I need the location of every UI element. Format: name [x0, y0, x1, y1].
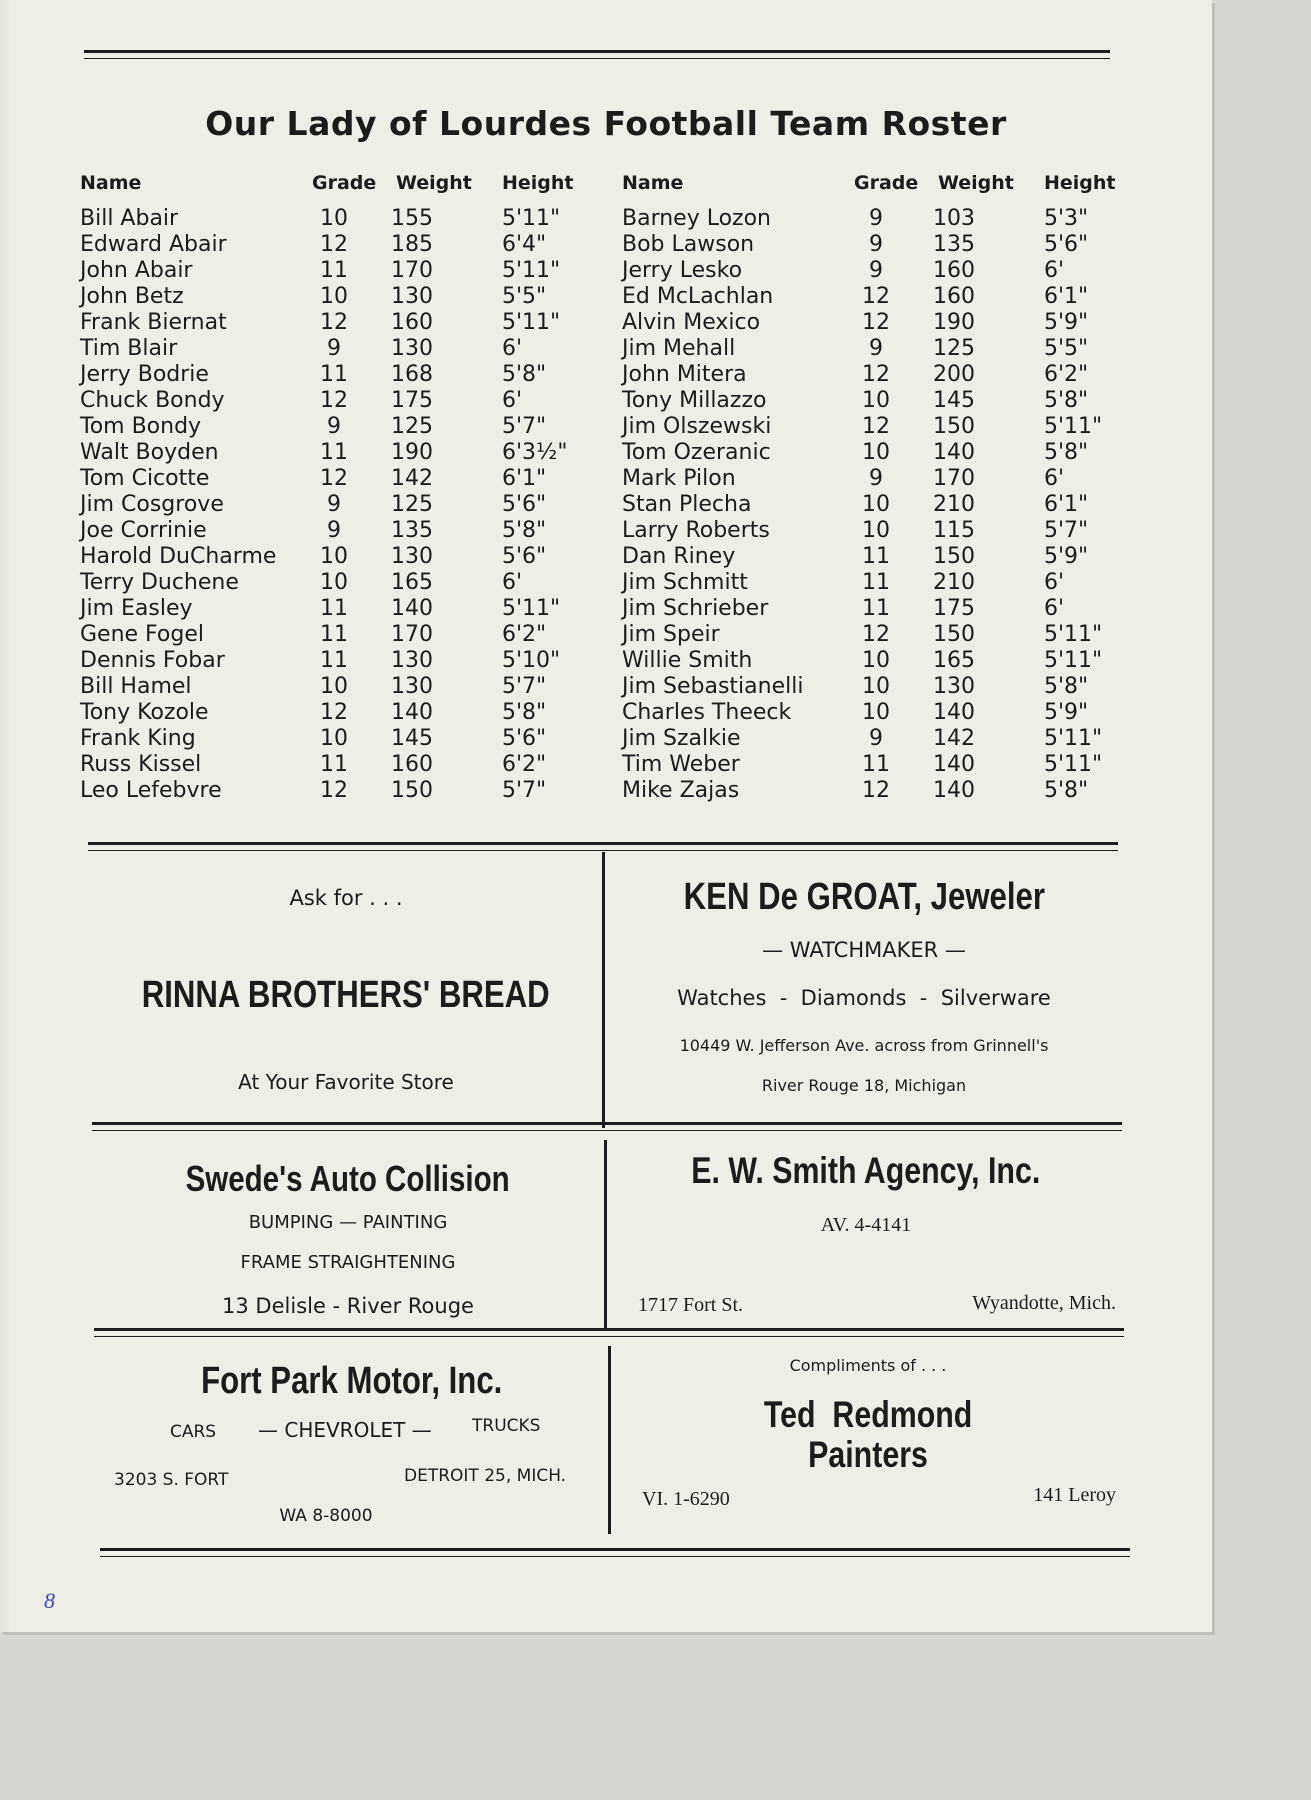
- player-grade: 11: [862, 596, 890, 621]
- ads-divider-3: [608, 1346, 611, 1534]
- player-grade: 11: [320, 258, 348, 283]
- player-grade: 9: [327, 492, 341, 517]
- player-grade: 12: [320, 700, 348, 725]
- ad-ted-redmond-painters: [612, 1346, 1124, 1542]
- player-grade: 12: [862, 778, 890, 803]
- player-name: Leo Lefebvre: [80, 778, 222, 803]
- player-name: Willie Smith: [622, 648, 753, 673]
- player-name: Tim Blair: [80, 336, 178, 361]
- player-height: 6'4": [502, 232, 547, 257]
- player-height: 5'11": [1044, 622, 1103, 647]
- player-height: 5'8": [1044, 388, 1089, 413]
- degroat-address: 10449 W. Jefferson Ave. across from Grinnell's: [679, 1036, 1049, 1055]
- fortpark-name-wrap: [96, 1360, 608, 1403]
- player-weight: 135: [933, 232, 975, 257]
- player-height: 5'3": [1044, 206, 1089, 231]
- player-name: John Mitera: [622, 362, 747, 387]
- player-weight: 130: [391, 544, 433, 569]
- player-weight: 170: [391, 258, 433, 283]
- player-grade: 10: [862, 648, 890, 673]
- player-height: 5'11": [1044, 752, 1103, 777]
- degroat-city: River Rouge 18, Michigan: [761, 1076, 967, 1095]
- player-grade: 11: [320, 752, 348, 777]
- player-name: Dennis Fobar: [80, 648, 225, 673]
- player-height: 5'6": [1044, 232, 1089, 257]
- ads-rule-3: [94, 1328, 1124, 1337]
- player-weight: 150: [933, 544, 975, 569]
- player-grade: 10: [320, 206, 348, 231]
- player-height: 6'3½": [502, 440, 568, 465]
- player-weight: 140: [391, 700, 433, 725]
- player-height: 6'1": [502, 466, 547, 491]
- smith-address: 1717 Fort St.: [638, 1294, 744, 1316]
- degroat-items: Watches - Diamonds - Silverware: [677, 986, 1051, 1010]
- redmond-name1-wrap: [612, 1394, 1124, 1436]
- player-weight: 145: [391, 726, 433, 751]
- player-grade: 12: [320, 388, 348, 413]
- player-name: Jim Sebastianelli: [622, 674, 804, 699]
- player-height: 5'8": [1044, 440, 1089, 465]
- redmond-name2-wrap: [612, 1434, 1124, 1476]
- header-grade: Grade: [312, 172, 377, 194]
- player-name: John Betz: [80, 284, 184, 309]
- player-grade: 12: [320, 778, 348, 803]
- player-height: 5'11": [502, 258, 561, 283]
- player-name: Jim Cosgrove: [80, 492, 224, 517]
- bottom-rule: [100, 1548, 1130, 1557]
- player-grade: 12: [862, 414, 890, 439]
- player-name: Jim Schrieber: [622, 596, 769, 621]
- player-grade: 10: [320, 284, 348, 309]
- player-grade: 10: [320, 726, 348, 751]
- player-name: Jim Easley: [80, 596, 193, 621]
- fortpark-trucks: TRUCKS: [472, 1416, 541, 1436]
- header-grade: Grade: [854, 172, 919, 194]
- player-name: Jerry Bodrie: [80, 362, 209, 387]
- player-height: 6'1": [1044, 284, 1089, 309]
- player-name: Jim Szalkie: [622, 726, 741, 751]
- player-weight: 130: [391, 648, 433, 673]
- player-weight: 160: [933, 284, 975, 309]
- player-name: Tom Cicotte: [80, 466, 210, 491]
- player-name: Frank King: [80, 726, 196, 751]
- player-height: 5'7": [1044, 518, 1089, 543]
- smith-phone: AV. 4-4141: [820, 1214, 912, 1236]
- player-height: 5'8": [502, 700, 547, 725]
- player-grade: 9: [869, 726, 883, 751]
- player-grade: 10: [320, 674, 348, 699]
- swede-line1: BUMPING — PAINTING: [248, 1212, 448, 1233]
- ad-fort-park-motor: [96, 1346, 608, 1542]
- player-name: Mike Zajas: [622, 778, 740, 803]
- redmond-name-line1: Ted Redmond: [763, 1394, 973, 1435]
- top-rule: [84, 50, 1110, 59]
- player-grade: 11: [320, 440, 348, 465]
- page-edge: [0, 0, 12, 1632]
- smith-city: Wyandotte, Mich.: [972, 1292, 1116, 1314]
- player-height: 5'7": [502, 414, 547, 439]
- player-height: 5'8": [502, 362, 547, 387]
- player-grade: 10: [862, 440, 890, 465]
- player-weight: 165: [933, 648, 975, 673]
- player-height: 5'6": [502, 544, 547, 569]
- player-weight: 140: [933, 700, 975, 725]
- player-grade: 9: [869, 232, 883, 257]
- fortpark-address: 3203 S. FORT: [114, 1470, 229, 1490]
- header-name: Name: [80, 172, 142, 194]
- header-name: Name: [622, 172, 684, 194]
- player-grade: 11: [320, 648, 348, 673]
- swede-line2: FRAME STRAIGHTENING: [240, 1252, 456, 1273]
- degroat-name-wrap: [606, 876, 1122, 919]
- player-grade: 10: [862, 388, 890, 413]
- player-height: 6': [1044, 570, 1065, 595]
- player-height: 6'2": [502, 622, 547, 647]
- smith-name: E. W. Smith Agency, Inc.: [691, 1150, 1041, 1191]
- fortpark-name: Fort Park Motor, Inc.: [201, 1360, 503, 1402]
- player-weight: 125: [391, 414, 433, 439]
- player-weight: 142: [391, 466, 433, 491]
- player-name: Tom Bondy: [80, 414, 202, 439]
- player-grade: 11: [320, 622, 348, 647]
- player-height: 6': [502, 336, 523, 361]
- player-grade: 12: [862, 622, 890, 647]
- player-grade: 9: [327, 518, 341, 543]
- redmond-address: 141 Leroy: [1033, 1484, 1116, 1506]
- degroat-name: KEN De GROAT, Jeweler: [683, 876, 1045, 918]
- player-name: Edward Abair: [80, 232, 227, 257]
- fortpark-phone: WA 8-8000: [279, 1506, 373, 1526]
- player-grade: 11: [862, 570, 890, 595]
- player-height: 5'5": [1044, 336, 1089, 361]
- redmond-intro: Compliments of . . .: [789, 1356, 947, 1375]
- player-height: 5'6": [502, 492, 547, 517]
- player-weight: 185: [391, 232, 433, 257]
- player-height: 6': [502, 388, 523, 413]
- player-height: 6': [1044, 596, 1065, 621]
- player-weight: 155: [391, 206, 433, 231]
- player-name: Stan Plecha: [622, 492, 752, 517]
- redmond-name-line2: Painters: [808, 1434, 928, 1475]
- player-name: Dan Riney: [622, 544, 736, 569]
- player-grade: 12: [862, 284, 890, 309]
- player-name: Mark Pilon: [622, 466, 736, 491]
- player-height: 6'2": [1044, 362, 1089, 387]
- player-height: 5'10": [502, 648, 561, 673]
- smith-name-wrap: [610, 1150, 1122, 1192]
- fortpark-chevrolet: — CHEVROLET —: [258, 1418, 432, 1442]
- player-weight: 130: [391, 336, 433, 361]
- player-height: 5'11": [502, 206, 561, 231]
- ads-divider-2: [604, 1140, 607, 1330]
- player-name: Larry Roberts: [622, 518, 770, 543]
- player-name: Alvin Mexico: [622, 310, 761, 335]
- swede-name-wrap: [94, 1158, 602, 1200]
- player-name: Jim Mehall: [622, 336, 736, 361]
- player-height: 5'11": [1044, 414, 1103, 439]
- player-weight: 135: [391, 518, 433, 543]
- player-height: 6': [502, 570, 523, 595]
- player-weight: 175: [391, 388, 433, 413]
- player-weight: 130: [391, 284, 433, 309]
- ad-swedes-auto-collision: [94, 1140, 602, 1326]
- player-height: 5'11": [1044, 726, 1103, 751]
- ad-degroat-jeweler: [606, 856, 1122, 1122]
- player-grade: 11: [862, 544, 890, 569]
- redmond-phone: VI. 1-6290: [642, 1488, 730, 1510]
- player-grade: 10: [862, 492, 890, 517]
- player-weight: 150: [933, 622, 975, 647]
- player-grade: 11: [320, 362, 348, 387]
- ads-divider-1: [602, 852, 605, 1128]
- player-height: 5'11": [502, 310, 561, 335]
- player-weight: 190: [391, 440, 433, 465]
- swede-name: Swede's Auto Collision: [185, 1158, 511, 1199]
- player-weight: 140: [933, 752, 975, 777]
- player-height: 6': [1044, 466, 1065, 491]
- player-height: 5'8": [1044, 674, 1089, 699]
- player-weight: 125: [933, 336, 975, 361]
- player-weight: 165: [391, 570, 433, 595]
- player-weight: 170: [391, 622, 433, 647]
- player-weight: 103: [933, 206, 975, 231]
- player-weight: 170: [933, 466, 975, 491]
- player-name: Bill Hamel: [80, 674, 192, 699]
- page-number: 8: [44, 1588, 55, 1613]
- player-name: Jim Schmitt: [622, 570, 748, 595]
- player-weight: 115: [933, 518, 975, 543]
- player-height: 5'9": [1044, 544, 1089, 569]
- player-name: John Abair: [80, 258, 193, 283]
- fortpark-cars: CARS: [170, 1422, 217, 1442]
- player-height: 5'11": [1044, 648, 1103, 673]
- player-grade: 11: [862, 752, 890, 777]
- player-grade: 9: [869, 258, 883, 283]
- player-name: Jim Olszewski: [622, 414, 772, 439]
- player-height: 5'11": [502, 596, 561, 621]
- player-weight: 150: [933, 414, 975, 439]
- player-weight: 168: [391, 362, 433, 387]
- player-name: Tom Ozeranic: [622, 440, 771, 465]
- player-name: Jim Speir: [622, 622, 720, 647]
- header-weight: Weight: [938, 172, 1014, 194]
- player-grade: 12: [320, 310, 348, 335]
- player-height: 5'9": [1044, 310, 1089, 335]
- player-weight: 142: [933, 726, 975, 751]
- player-name: Tony Millazzo: [622, 388, 767, 413]
- ad-ew-smith-agency: [610, 1140, 1122, 1326]
- ad-rinna-bread: [90, 856, 602, 1122]
- player-name: Tony Kozole: [80, 700, 209, 725]
- player-grade: 12: [862, 310, 890, 335]
- swede-address: 13 Delisle - River Rouge: [222, 1294, 474, 1318]
- player-weight: 190: [933, 310, 975, 335]
- player-grade: 12: [320, 232, 348, 257]
- rinna-tagline: At Your Favorite Store: [238, 1070, 454, 1094]
- player-weight: 125: [391, 492, 433, 517]
- player-name: Ed McLachlan: [622, 284, 774, 309]
- player-name: Russ Kissel: [80, 752, 202, 777]
- player-height: 5'9": [1044, 700, 1089, 725]
- rinna-name-wrap: [90, 974, 602, 1017]
- player-name: Harold DuCharme: [80, 544, 277, 569]
- player-weight: 140: [391, 596, 433, 621]
- player-weight: 150: [391, 778, 433, 803]
- player-weight: 160: [933, 258, 975, 283]
- player-grade: 9: [327, 336, 341, 361]
- player-height: 6'1": [1044, 492, 1089, 517]
- player-grade: 9: [869, 206, 883, 231]
- player-weight: 130: [391, 674, 433, 699]
- fortpark-city: DETROIT 25, MICH.: [404, 1466, 567, 1486]
- player-grade: 10: [862, 674, 890, 699]
- player-weight: 175: [933, 596, 975, 621]
- player-name: Bill Abair: [80, 206, 179, 231]
- player-weight: 145: [933, 388, 975, 413]
- player-height: 5'8": [502, 518, 547, 543]
- player-grade: 10: [320, 544, 348, 569]
- header-height: Height: [502, 172, 574, 194]
- player-grade: 11: [320, 596, 348, 621]
- player-grade: 12: [862, 362, 890, 387]
- player-weight: 140: [933, 440, 975, 465]
- player-name: Chuck Bondy: [80, 388, 225, 413]
- player-name: Jerry Lesko: [622, 258, 743, 283]
- player-weight: 140: [933, 778, 975, 803]
- player-height: 5'7": [502, 674, 547, 699]
- ads-rule-2: [92, 1122, 1122, 1131]
- player-weight: 130: [933, 674, 975, 699]
- player-grade: 9: [327, 414, 341, 439]
- header-weight: Weight: [396, 172, 472, 194]
- player-grade: 10: [320, 570, 348, 595]
- page-title: Our Lady of Lourdes Football Team Roster: [205, 104, 1007, 143]
- degroat-sub: — WATCHMAKER —: [762, 938, 966, 962]
- rinna-name: RINNA BROTHERS' BREAD: [142, 974, 550, 1016]
- player-weight: 160: [391, 752, 433, 777]
- player-name: Tim Weber: [622, 752, 740, 777]
- player-grade: 10: [862, 700, 890, 725]
- player-height: 6'2": [502, 752, 547, 777]
- player-grade: 9: [869, 336, 883, 361]
- player-name: Terry Duchene: [80, 570, 239, 595]
- player-height: 6': [1044, 258, 1065, 283]
- player-name: Gene Fogel: [80, 622, 204, 647]
- player-weight: 160: [391, 310, 433, 335]
- header-height: Height: [1044, 172, 1116, 194]
- player-grade: 10: [862, 518, 890, 543]
- player-weight: 210: [933, 492, 975, 517]
- player-name: Joe Corrinie: [80, 518, 207, 543]
- player-name: Barney Lozon: [622, 206, 772, 231]
- player-weight: 210: [933, 570, 975, 595]
- rinna-intro: Ask for . . .: [289, 886, 403, 910]
- player-height: 5'8": [1044, 778, 1089, 803]
- player-grade: 12: [320, 466, 348, 491]
- player-height: 5'6": [502, 726, 547, 751]
- player-height: 5'5": [502, 284, 547, 309]
- ads-top-rule: [88, 842, 1118, 851]
- player-name: Bob Lawson: [622, 232, 755, 257]
- player-height: 5'7": [502, 778, 547, 803]
- player-name: Frank Biernat: [80, 310, 227, 335]
- player-grade: 9: [869, 466, 883, 491]
- player-name: Charles Theeck: [622, 700, 792, 725]
- player-weight: 200: [933, 362, 975, 387]
- player-name: Walt Boyden: [80, 440, 219, 465]
